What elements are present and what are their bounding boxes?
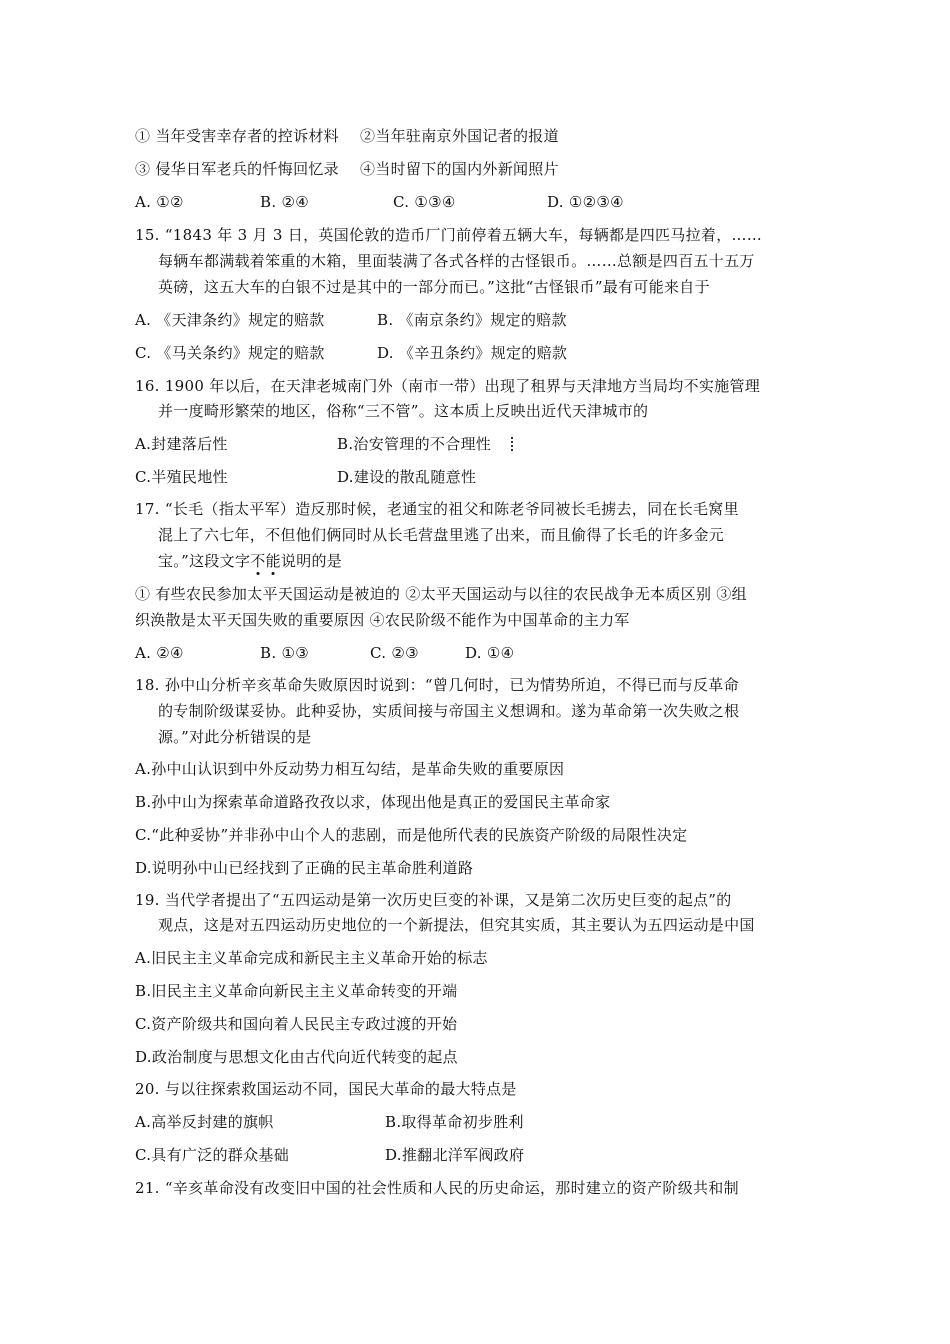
q17-stem-line-2: 混上了六七年，不但他们俩同时从长毛营盘里逃了出来，而且偷得了长毛的许多金元 xyxy=(158,526,725,544)
q15-stem-line-2: 每辆车都满载着笨重的木箱，里面装满了各式各样的古怪银币。……总额是四百五十五万 xyxy=(158,252,755,270)
q16-option-d: D.建设的散乱随意性 xyxy=(337,468,477,486)
q19-option-d: D.政治制度与思想文化由古代向近代转变的起点 xyxy=(135,1048,458,1066)
q14-option-b: B. ②④ xyxy=(260,193,309,211)
q19-option-b: B.旧民主主义革命向新民主主义革命转变的开端 xyxy=(135,982,458,1000)
q14-item-3: ③ 侵华日军老兵的忏悔回忆录 xyxy=(135,160,339,178)
q20-option-a: A.高举反封建的旗帜 xyxy=(135,1113,274,1131)
q17-stem-prefix: 宝。”这段文字 xyxy=(158,552,251,570)
q16-option-b: B.治安管理的不合理性 xyxy=(337,435,492,453)
text-cursor-marker xyxy=(511,437,515,451)
q15-option-b: B. 《南京条约》规定的赔款 xyxy=(377,311,567,329)
q18-stem-line-3: 源。”对此分析错误的是 xyxy=(158,728,312,746)
q17-option-a: A. ②④ xyxy=(135,644,184,662)
q19-option-a: A.旧民主主义革命完成和新民主主义革命开始的标志 xyxy=(135,949,488,967)
q21-stem-line-1: 21. “辛亥革命没有改变旧中国的社会性质和人民的历史命运，那时建立的资产阶级共和制 xyxy=(135,1179,739,1197)
q20-option-c: C.具有广泛的群众基础 xyxy=(135,1146,290,1164)
q16-stem-line-2: 并一度畸形繁荣的地区，俗称“三不管”。这本质上反映出近代天津城市的 xyxy=(158,402,649,420)
q18-option-a: A.孙中山认识到中外反动势力相互勾结，是革命失败的重要原因 xyxy=(135,760,565,778)
q17-emphasis-bu: 不 xyxy=(250,552,266,570)
q19-option-c: C.资产阶级共和国向着人民民主专政过渡的开始 xyxy=(135,1015,458,1033)
q17-option-d: D. ①④ xyxy=(465,644,515,662)
q17-items-line-1: ① 有些农民参加太平天国运动是被迫的 ②太平天国运动与以往的农民战争无本质区别 ③组 xyxy=(135,585,747,603)
q18-option-b: B.孙中山为探索革命道路孜孜以求，体现出他是真正的爱国民主革命家 xyxy=(135,793,611,811)
q14-item-4: ④当时留下的国内外新闻照片 xyxy=(360,160,559,178)
q17-emphasis-neng: 能 xyxy=(265,552,281,570)
q20-stem-line-1: 20. 与以往探索救国运动不同，国民大革命的最大特点是 xyxy=(135,1080,517,1098)
q14-item-1-2: ① 当年受害幸存者的控诉材料 xyxy=(135,127,339,145)
q15-stem-line-3: 英磅，这五大车的白银不过是其中的一部分而已。”这批“古怪银币”最有可能来自于 xyxy=(158,278,710,296)
q17-stem-line-3 xyxy=(158,551,342,571)
q18-stem-line-1: 18. 孙中山分析辛亥革命失败原因时说到：“曾几何时，已为情势所迫，不得已而与反革命 xyxy=(135,676,739,694)
q14-item-2: ②当年驻南京外国记者的报道 xyxy=(360,127,559,145)
q20-option-d: D.推翻北洋军阀政府 xyxy=(385,1146,525,1164)
q17-stem-line-1: 17. “长毛（指太平军）造反那时候，老通宝的祖父和陈老爷同被长毛掳去，同在长毛窝里 xyxy=(135,500,739,518)
q20-option-b: B.取得革命初步胜利 xyxy=(385,1113,524,1131)
q15-option-d: D. 《辛丑条约》规定的赔款 xyxy=(377,344,568,362)
q17-option-b: B. ①③ xyxy=(260,644,309,662)
q16-option-c: C.半殖民地性 xyxy=(135,468,228,486)
q17-items-line-2: 织涣散是太平天国失败的重要原因 ④农民阶级不能作为中国革命的主力军 xyxy=(135,611,630,629)
q15-option-a: A. 《天津条约》规定的赔款 xyxy=(135,311,325,329)
q14-option-a: A. ①② xyxy=(135,193,184,211)
q17-option-c: C. ②③ xyxy=(370,644,419,662)
q17-stem-suffix: 说明的是 xyxy=(280,552,343,570)
q18-stem-line-2: 的专制阶级谋妥协。此种妥协，实质间接与帝国主义想调和。遂为革命第一次失败之根 xyxy=(158,702,740,720)
q19-stem-line-2: 观点，这是对五四运动历史地位的一个新提法，但究其实质，其主要认为五四运动是中国 xyxy=(158,916,755,934)
q18-option-d: D.说明孙中山已经找到了正确的民主革命胜利道路 xyxy=(135,859,474,877)
q18-option-c: C.“此种妥协”并非孙中山个人的悲剧，而是他所代表的民族资产阶级的局限性决定 xyxy=(135,826,688,844)
q16-stem-line-1: 16. 1900 年以后，在天津老城南门外（南市一带）出现了租界与天津地方当局均不实施管理 xyxy=(135,377,761,395)
q16-option-a: A.封建落后性 xyxy=(135,435,228,453)
q14-option-d: D. ①②③④ xyxy=(547,193,624,211)
q15-stem-line-1: 15. “1843 年 3 月 3 日，英国伦敦的造币厂门前停着五辆大车，每辆都是四匹马拉着，…… xyxy=(135,226,763,244)
q19-stem-line-1: 19. 当代学者提出了“五四运动是第一次历史巨变的补课，又是第二次历史巨变的起点”的 xyxy=(135,891,732,909)
q15-option-c: C. 《马关条约》规定的赔款 xyxy=(135,344,325,362)
q14-option-c: C. ①③④ xyxy=(393,193,456,211)
